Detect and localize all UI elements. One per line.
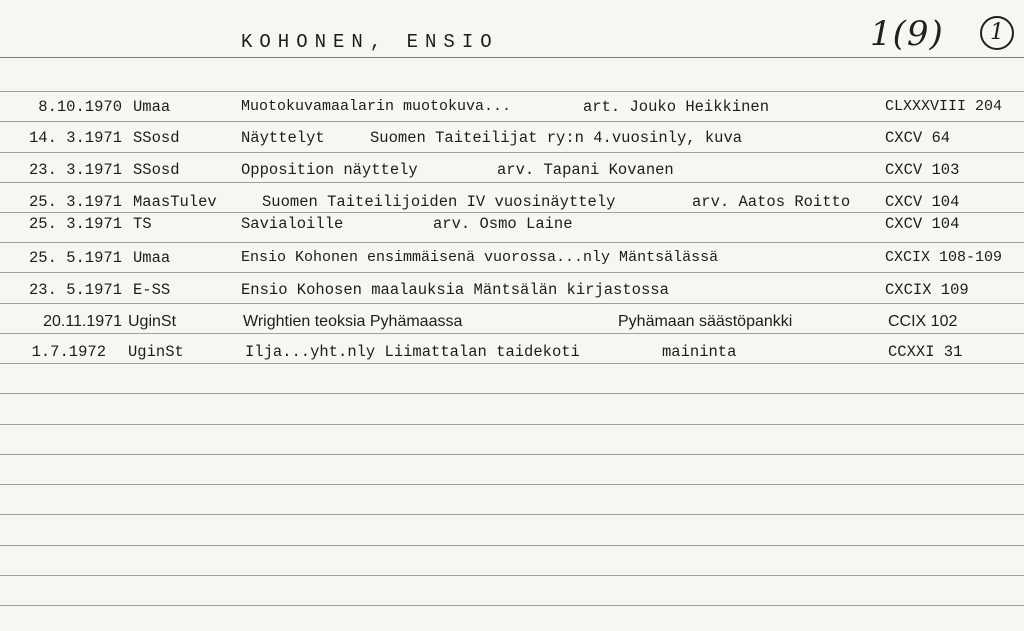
entry-title: Ensio Kohonen ensimmäisenä vuorossa...nly Mäntsälässä: [241, 249, 719, 266]
rule-line: [0, 303, 1024, 304]
entry-source: SSosd: [133, 161, 180, 179]
entry-source: MaasTulev: [133, 193, 217, 211]
entry-date: 25. 5.1971: [28, 249, 122, 267]
circled-number: 1: [990, 20, 1004, 45]
entry-ref: CXCIX 109: [885, 281, 969, 299]
rule-line: [0, 57, 1024, 58]
entry-date: 25. 3.1971: [28, 215, 122, 233]
entry-source: E-SS: [133, 281, 171, 299]
rule-line: [0, 363, 1024, 364]
entry-ref: CXCV 104: [885, 215, 960, 233]
rule-line: [0, 424, 1024, 425]
rule-line: [0, 333, 1024, 334]
entry-note: art. Jouko Heikkinen: [583, 98, 770, 116]
entry-date: 1.7.1972: [31, 343, 106, 361]
rule-line: [0, 121, 1024, 122]
entry-ref: CXCV 103: [885, 161, 960, 179]
entry-date: 14. 3.1971: [28, 129, 122, 147]
entry-note: arv. Osmo Laine: [433, 215, 573, 233]
card-number-handwritten: 1(9): [870, 14, 944, 54]
rule-line: [0, 484, 1024, 485]
entry-source: Umaa: [133, 98, 171, 116]
entry-title: Wrightien teoksia Pyhämaassa: [243, 313, 463, 330]
entry-source: UginSt: [128, 343, 184, 361]
entry-title: Ensio Kohosen maalauksia Mäntsälän kirjastossa: [241, 281, 669, 299]
entry-title: Muotokuvamaalarin muotokuva...: [241, 98, 512, 115]
rule-line: [0, 272, 1024, 273]
rule-line: [0, 545, 1024, 546]
entry-title: Savialoille: [241, 215, 344, 233]
entry-ref: CXCV 64: [885, 129, 951, 147]
entry-ref: CLXXXVIII 204: [885, 98, 1003, 115]
entry-ref: CCXXI 31: [888, 343, 963, 361]
rule-line: [0, 212, 1024, 213]
entry-date: 25. 3.1971: [28, 193, 122, 211]
entry-note: arv. Tapani Kovanen: [497, 161, 674, 179]
rule-line: [0, 152, 1024, 153]
card-heading-name: KOHONEN, ENSIO: [241, 31, 499, 53]
entry-ref: CXCIX 108-109: [885, 249, 1003, 266]
rule-line: [0, 514, 1024, 515]
entry-date: 20.11.1971: [43, 313, 122, 330]
entry-title: Opposition näyttely: [241, 161, 418, 179]
entry-source: Umaa: [133, 249, 171, 267]
rule-line: [0, 575, 1024, 576]
entry-title: Ilja...yht.nly Liimattalan taidekoti: [245, 343, 580, 361]
rule-line: [0, 454, 1024, 455]
rule-line: [0, 605, 1024, 606]
entry-note: arv. Aatos Roitto: [692, 193, 851, 211]
entry-note: maininta: [662, 343, 737, 361]
entry-title: Näyttelyt: [241, 129, 325, 147]
entry-title: Suomen Taiteilijoiden IV vuosinäyttely: [262, 193, 616, 211]
entry-source: TS: [133, 215, 152, 233]
entry-ref: CCIX 102: [888, 313, 958, 330]
entry-date: 23. 3.1971: [28, 161, 122, 179]
rule-line: [0, 182, 1024, 183]
entry-date: 23. 5.1971: [28, 281, 122, 299]
rule-line: [0, 91, 1024, 92]
circled-number-mark: [980, 16, 1014, 50]
entry-date: 8.10.1970: [38, 98, 122, 116]
rule-line: [0, 393, 1024, 394]
entry-source: UginSt: [128, 313, 177, 330]
entry-source: SSosd: [133, 129, 180, 147]
entry-ref: CXCV 104: [885, 193, 960, 211]
rule-line: [0, 242, 1024, 243]
entry-note: Pyhämaan säästöpankki: [618, 313, 793, 330]
entry-note: Suomen Taiteilijat ry:n 4.vuosinly, kuva: [370, 129, 743, 147]
